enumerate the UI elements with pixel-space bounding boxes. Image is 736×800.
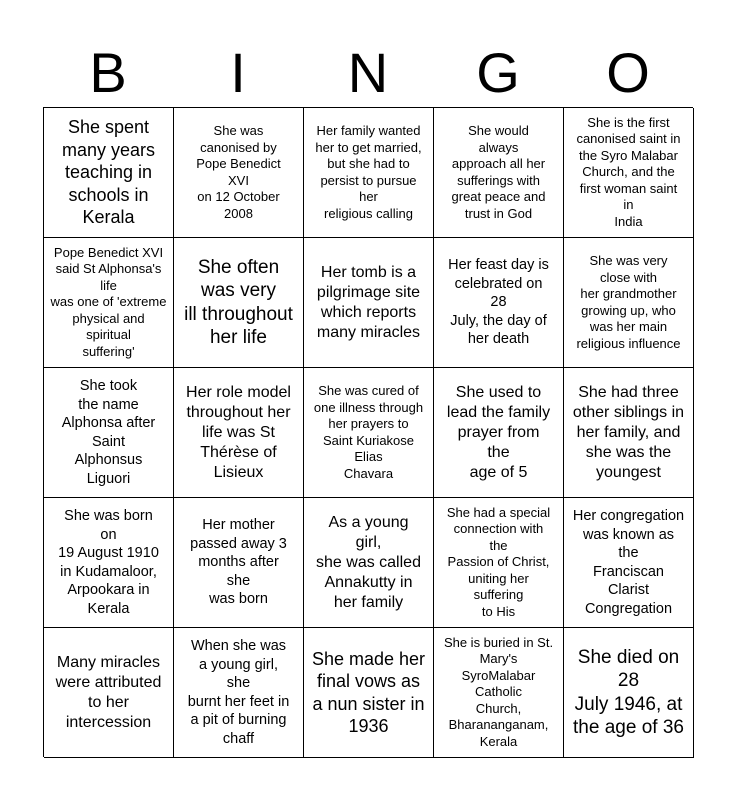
header-letter-o: O xyxy=(606,41,650,104)
bingo-cell: Her role model throughout her life was St Thérèse of Lisieux xyxy=(174,368,304,498)
bingo-cell: She took the name Alphonsa after Saint Alphonsus Liguori xyxy=(44,368,174,498)
bingo-cell: Her congregation was known as the Franciscan Clarist Congregation xyxy=(564,498,694,628)
bingo-cell: Her mother passed away 3 months after she was born xyxy=(174,498,304,628)
bingo-cell: When she was a young girl, she burnt her feet in a pit of burning chaff xyxy=(174,628,304,758)
bingo-cell: She is buried in St. Mary's SyroMalabar Catholic Church, Bharananganam, Kerala xyxy=(434,628,564,758)
bingo-cell: As a young girl, she was called Annakutty in her family xyxy=(304,498,434,628)
header-letter-b: B xyxy=(89,41,127,104)
bingo-cell: She died on 28 July 1946, at the age of 36 xyxy=(564,628,694,758)
bingo-cell: She had a special connection with the Passion of Christ, uniting her suffering to His xyxy=(434,498,564,628)
bingo-cell: She was very close with her grandmother growing up, who was her main religious influence xyxy=(564,238,694,368)
bingo-cell: She was born on 19 August 1910 in Kudamaloor, Arpookara in Kerala xyxy=(44,498,174,628)
bingo-cell: She was cured of one illness through her prayers to Saint Kuriakose Elias Chavara xyxy=(304,368,434,498)
bingo-cell: She spent many years teaching in schools in Kerala xyxy=(44,108,174,238)
bingo-cell: Many miracles were attributed to her intercession xyxy=(44,628,174,758)
bingo-cell: She made her final vows as a nun sister in 1936 xyxy=(304,628,434,758)
bingo-cell: Pope Benedict XVI said St Alphonsa's life was one of 'extreme physical and spiritual suffering' xyxy=(44,238,174,368)
bingo-cell: She had three other siblings in her family, and she was the youngest xyxy=(564,368,694,498)
bingo-cell: Her family wanted her to get married, but she had to persist to pursue her religious calling xyxy=(304,108,434,238)
bingo-header xyxy=(43,40,693,106)
bingo-cell: Her tomb is a pilgrimage site which reports many miracles xyxy=(304,238,434,368)
bingo-cell: She is the first canonised saint in the Syro Malabar Church, and the first woman saint in India xyxy=(564,108,694,238)
bingo-cell: Her feast day is celebrated on 28 July, the day of her death xyxy=(434,238,564,368)
header-letter-i: I xyxy=(230,41,246,104)
bingo-cell: She was canonised by Pope Benedict XVI on 12 October 2008 xyxy=(174,108,304,238)
header-letter-n: N xyxy=(347,41,389,104)
header-letter-g: G xyxy=(476,41,520,104)
bingo-cell: She often was very ill throughout her life xyxy=(174,238,304,368)
bingo-grid xyxy=(43,107,693,757)
bingo-cell: She would always approach all her sufferings with great peace and trust in God xyxy=(434,108,564,238)
bingo-cell: She used to lead the family prayer from the age of 5 xyxy=(434,368,564,498)
